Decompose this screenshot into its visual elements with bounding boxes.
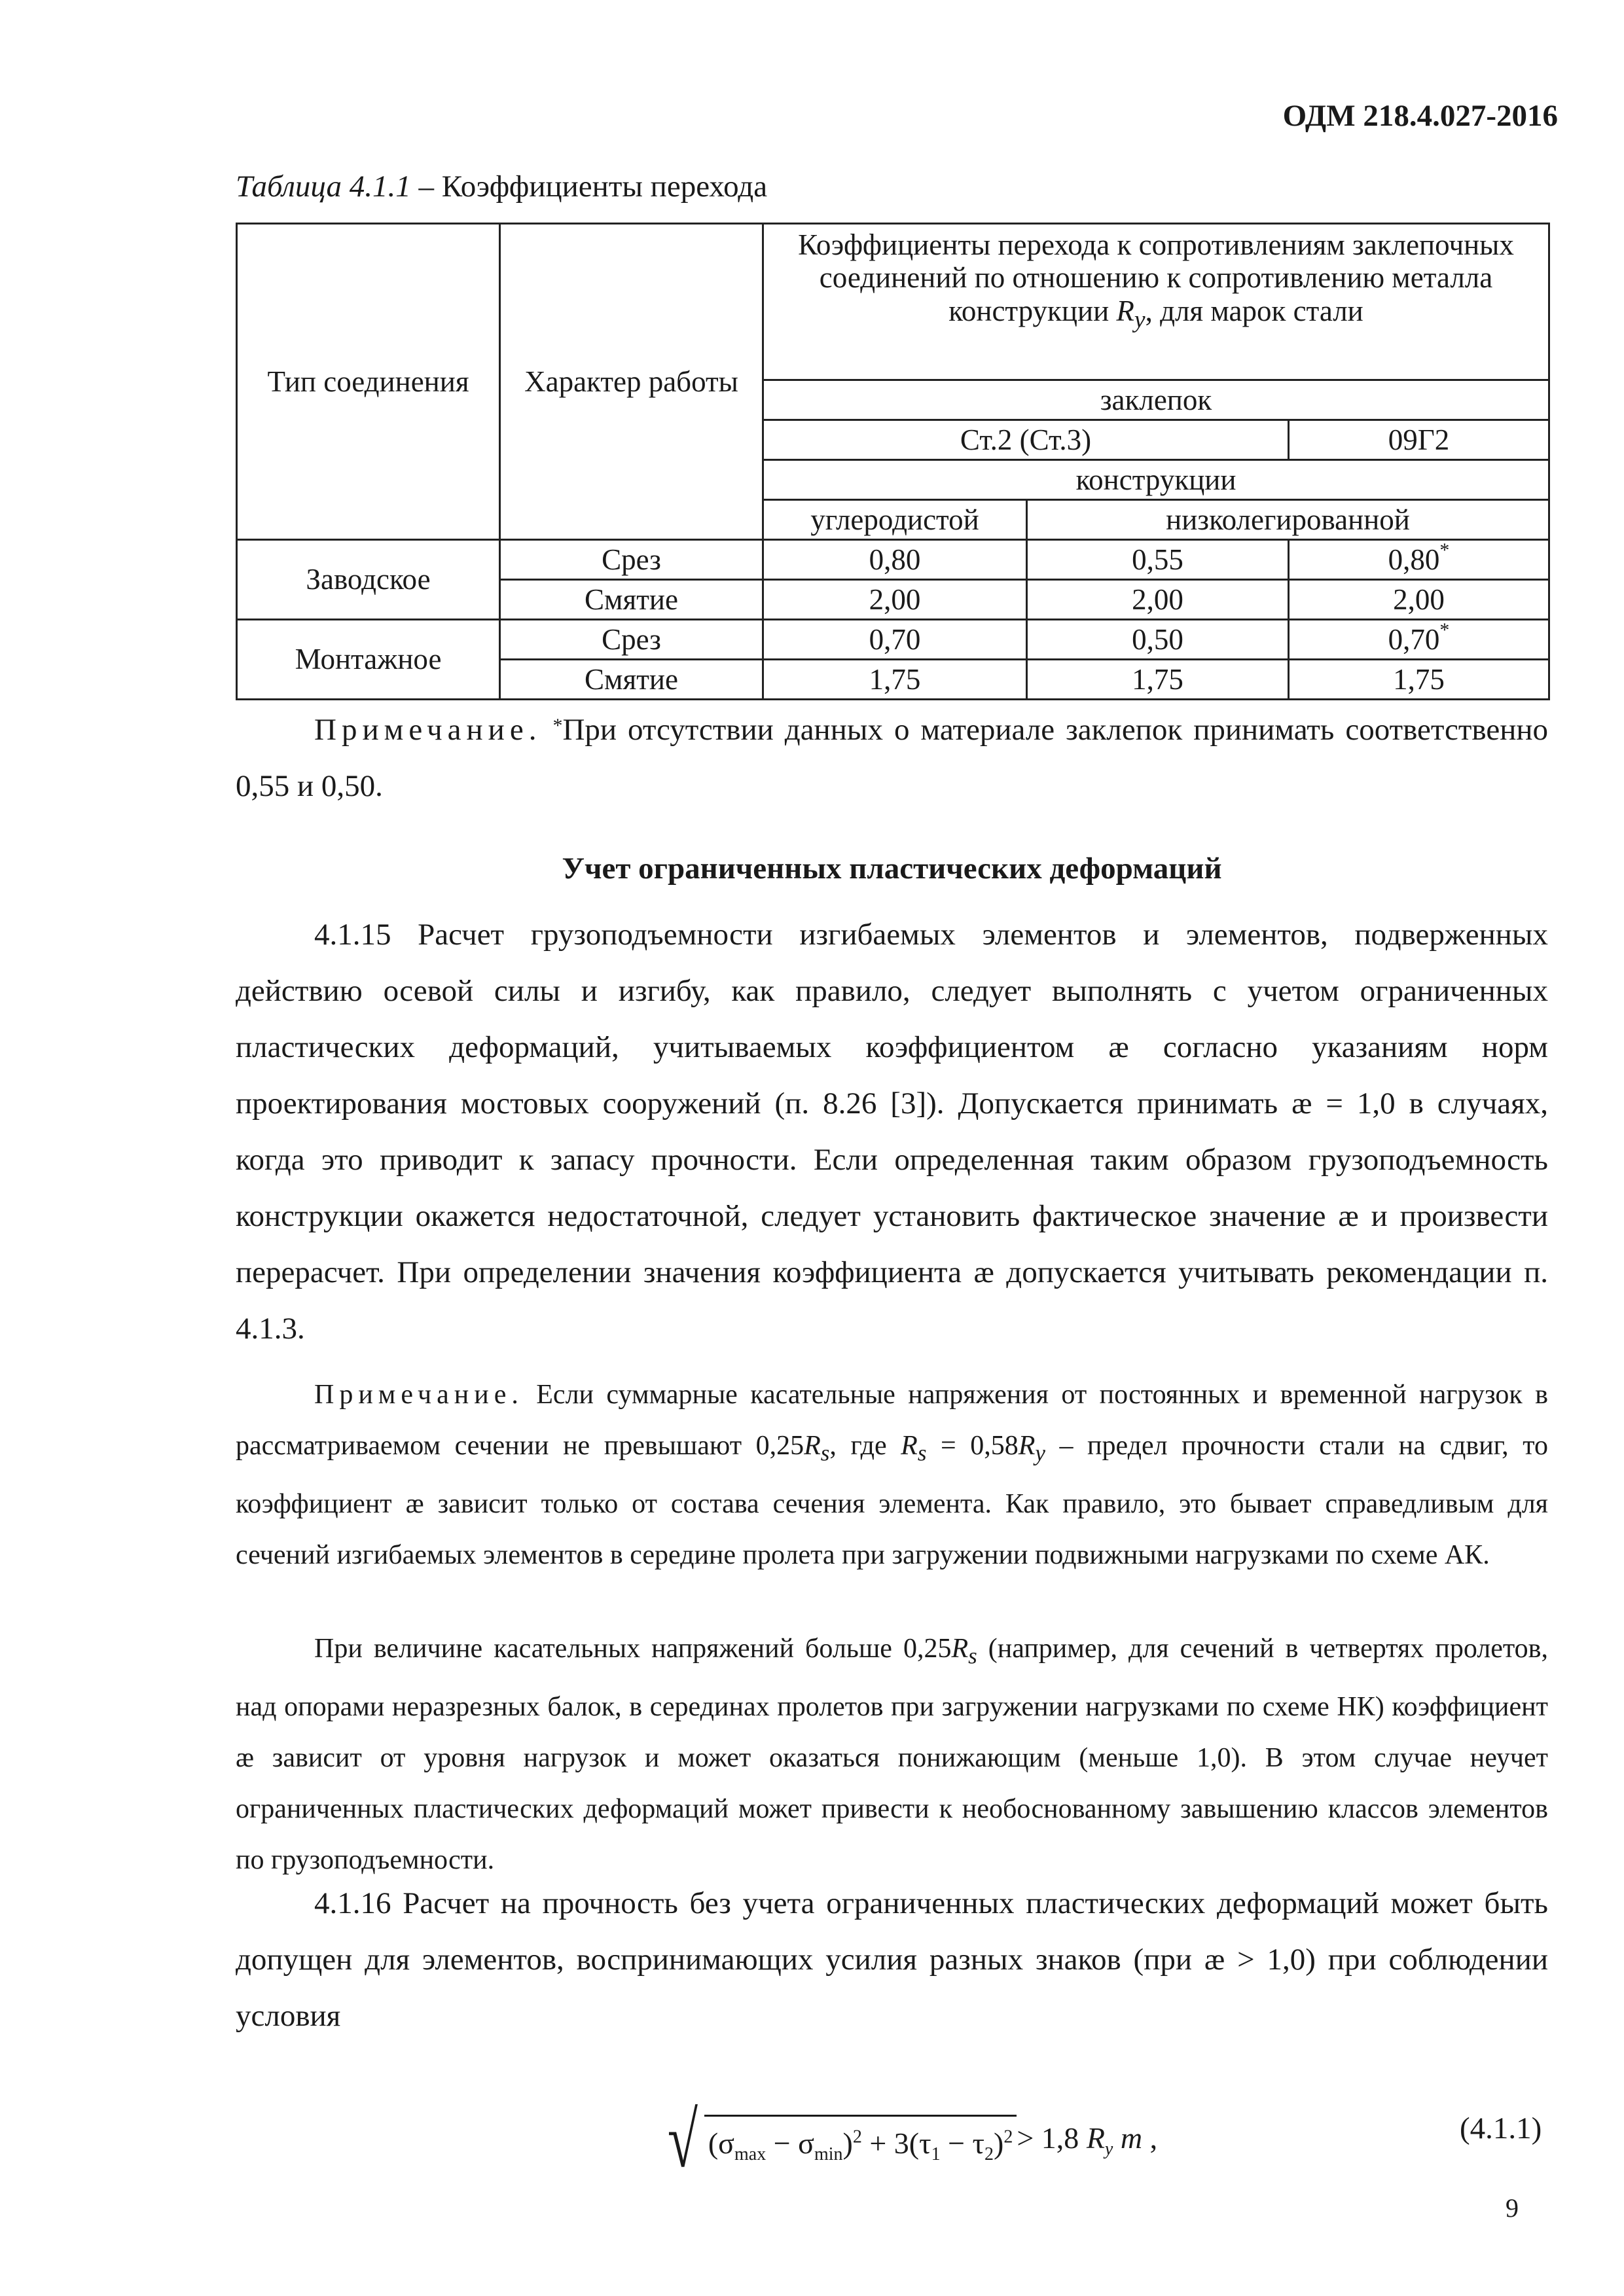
- value-cell: 0,80: [763, 540, 1027, 580]
- value-cell: 1,75: [1027, 660, 1289, 700]
- coefficients-table: [236, 223, 1550, 700]
- header-construction: конструкции: [763, 460, 1549, 500]
- header-rivets: заклепок: [763, 380, 1549, 420]
- value-cell: 0,50: [1027, 620, 1289, 660]
- connection-type-cell: Монтажное: [237, 620, 500, 700]
- footnote-mark: *: [1439, 539, 1450, 561]
- footnote-mark: *: [552, 715, 563, 736]
- document-code: ОДМ 218.4.027-2016: [1282, 99, 1558, 133]
- work-cell: Смятие: [500, 660, 763, 700]
- header-low-alloy: низколегированной: [1027, 500, 1549, 540]
- table-caption: [236, 169, 767, 204]
- formula-4-1-1: [661, 2096, 1158, 2183]
- work-cell: Смятие: [500, 580, 763, 620]
- value-cell: 2,00: [763, 580, 1027, 620]
- header-carbon: углеродистой: [763, 500, 1027, 540]
- value-cell: 0,70: [763, 620, 1027, 660]
- header-work-character: Характер работы: [500, 224, 763, 540]
- paragraph-4-1-15: 4.1.15 Расчет грузоподъемности изгибаемых элементов и элементов, подверженных действию осевой силы и изгибу, как правило, следует выполнять с учетом ограниченных пластических деформаций, учитываемых коэффициентом æ согласно указаниям норм проектирования мостовых сооружений (п. 8.26 [3]). Допускается принимать æ = 1,0 в случаях, когда это приводит к запасу прочности. Если определенная таким образом грузоподъемность конструкции окажется недостаточной, следует установить фактическое значение æ и произвести перерасчет. При определении значения коэффициента æ допускается учитывать рекомендации п. 4.1.3.: [236, 918, 1548, 1346]
- paragraph-4-1-16: 4.1.16 Расчет на прочность без учета ограниченных пластических деформаций может быть допущен для элементов, воспринимающих усилия разных знаков (при æ > 1,0) при соблюдении условия: [236, 1886, 1548, 2033]
- formula-rhs: > 1,8 $R_y$ m ,: [1017, 2121, 1158, 2160]
- work-cell: Срез: [500, 540, 763, 580]
- value-cell: 1,75: [1289, 660, 1549, 700]
- page-number: 9: [1506, 2193, 1519, 2223]
- note-shear-stress: Примечание. Если суммарные касательные напряжения от постоянных и временной нагрузок в рассматриваемом сечении не превышают $0,25R_s$, где $R_s = 0,58R_y$ – предел прочности стали на сдвиг, то коэффициент æ зависит только от состава сечения элемента. Как правило, это бывает справедливым для сечений изгибаемых элементов в середине пролета при загружении подвижными нагрузками по схеме АК.: [236, 1380, 1549, 1571]
- note-label: Примечание.: [314, 713, 542, 747]
- formula-number: (4.1.1): [1460, 2111, 1542, 2145]
- table-caption-text: – Коэффициенты перехода: [410, 170, 768, 204]
- footnote-mark: *: [1439, 619, 1450, 641]
- header-st2: Ст.2 (Ст.3): [763, 420, 1289, 460]
- formula-radicand: $(\sigma_{max} - \sigma_{min})^2 + 3(\tau_1 - \tau_2)^2$: [704, 2115, 1017, 2165]
- header-09g2: 09Г2: [1289, 420, 1549, 460]
- table-note: [236, 702, 1548, 814]
- value-cell: 0,55: [1027, 540, 1289, 580]
- value-cell: 0,70*: [1289, 620, 1549, 660]
- note-text: При отсутствии данных о материале заклепок принимать соответственно 0,55 и 0,50.: [236, 713, 1548, 803]
- header-connection-type: Тип соединения: [237, 224, 500, 540]
- table-row: [237, 540, 1549, 580]
- work-cell: Срез: [500, 620, 763, 660]
- value-cell: 2,00: [1289, 580, 1549, 620]
- value-cell: 1,75: [763, 660, 1027, 700]
- value-cell: 0,80*: [1289, 540, 1549, 580]
- note-label: Примечание.: [314, 1380, 524, 1410]
- connection-type-cell: Заводское: [237, 540, 500, 620]
- table-row: [237, 620, 1549, 660]
- table-caption-label: Таблица 4.1.1: [236, 170, 411, 204]
- sqrt-sign: √: [667, 2096, 698, 2183]
- section-heading: Учет ограниченных пластических деформаций: [562, 852, 1222, 886]
- value-cell: 2,00: [1027, 580, 1289, 620]
- header-main: Коэффициенты перехода к сопротивлениям заклепочных соединений по отношению к сопротивлению металла конструкции $R_y$, для марок стали: [763, 224, 1549, 380]
- paragraph-tau: При величине касательных напряжений больше $0,25R_s$ (например, для сечений в четвертях пролетов, над опорами неразрезных балок, в серединах пролетов при загружении нагрузками по схеме НК) коэффициент æ зависит от уровня нагрузок и может оказаться понижающим (меньше 1,0). В этом случае неучет ограниченных пластических деформаций может привести к необоснованному завышению классов элементов по грузоподъемности.: [236, 1634, 1549, 1876]
